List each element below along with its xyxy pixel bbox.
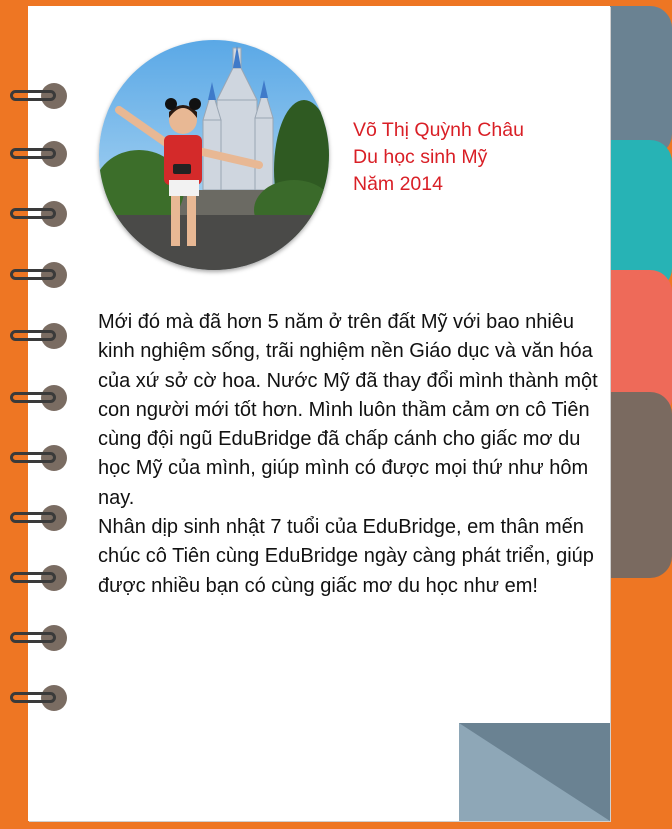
spiral-ring-icon [10, 572, 56, 583]
profile-program: Du học sinh Mỹ [353, 146, 488, 168]
spiral-ring-icon [10, 632, 56, 643]
spiral-ring-icon [10, 512, 56, 523]
profile-caption [353, 117, 524, 198]
spiral-ring-icon [10, 269, 56, 280]
testimonial-paragraph: Mới đó mà đã hơn 5 năm ở trên đất Mỹ với bao nhiêu kinh nghiệm sống, trãi nghiệm nền Giáo dục và văn hóa của xứ sở cờ hoa. Nước Mỹ đã thay đổi mình thành một con người mới tốt hơn. Mình luôn thầm cảm ơn cô Tiên cùng đội ngũ EduBridge đã chấp cánh cho giấc mơ du học Mỹ của mình, giúp mình có được mọi thứ như hôm nay. [98, 311, 598, 509]
spiral-ring-icon [10, 330, 56, 341]
spiral-ring-icon [10, 692, 56, 703]
notebook-tab-brown [608, 392, 672, 578]
profile-year: Năm 2014 [353, 173, 443, 195]
profile-name: Võ Thị Quỳnh Châu [353, 119, 524, 141]
portrait-photo [99, 40, 329, 270]
spiral-ring-icon [10, 392, 56, 403]
testimonial-text [98, 308, 598, 601]
page-corner-fold [459, 723, 610, 821]
spiral-ring-icon [10, 90, 56, 101]
notebook-tab-slate [608, 6, 672, 156]
spiral-ring-icon [10, 148, 56, 159]
testimonial-paragraph: Nhân dịp sinh nhật 7 tuổi của EduBridge, em thân mến chúc cô Tiên cùng EduBridge ngày càng phát triển, giúp được nhiều bạn có cùng giấc mơ du học như em! [98, 516, 594, 597]
spiral-ring-icon [10, 452, 56, 463]
notebook-tab-teal [608, 140, 672, 290]
spiral-ring-icon [10, 208, 56, 219]
